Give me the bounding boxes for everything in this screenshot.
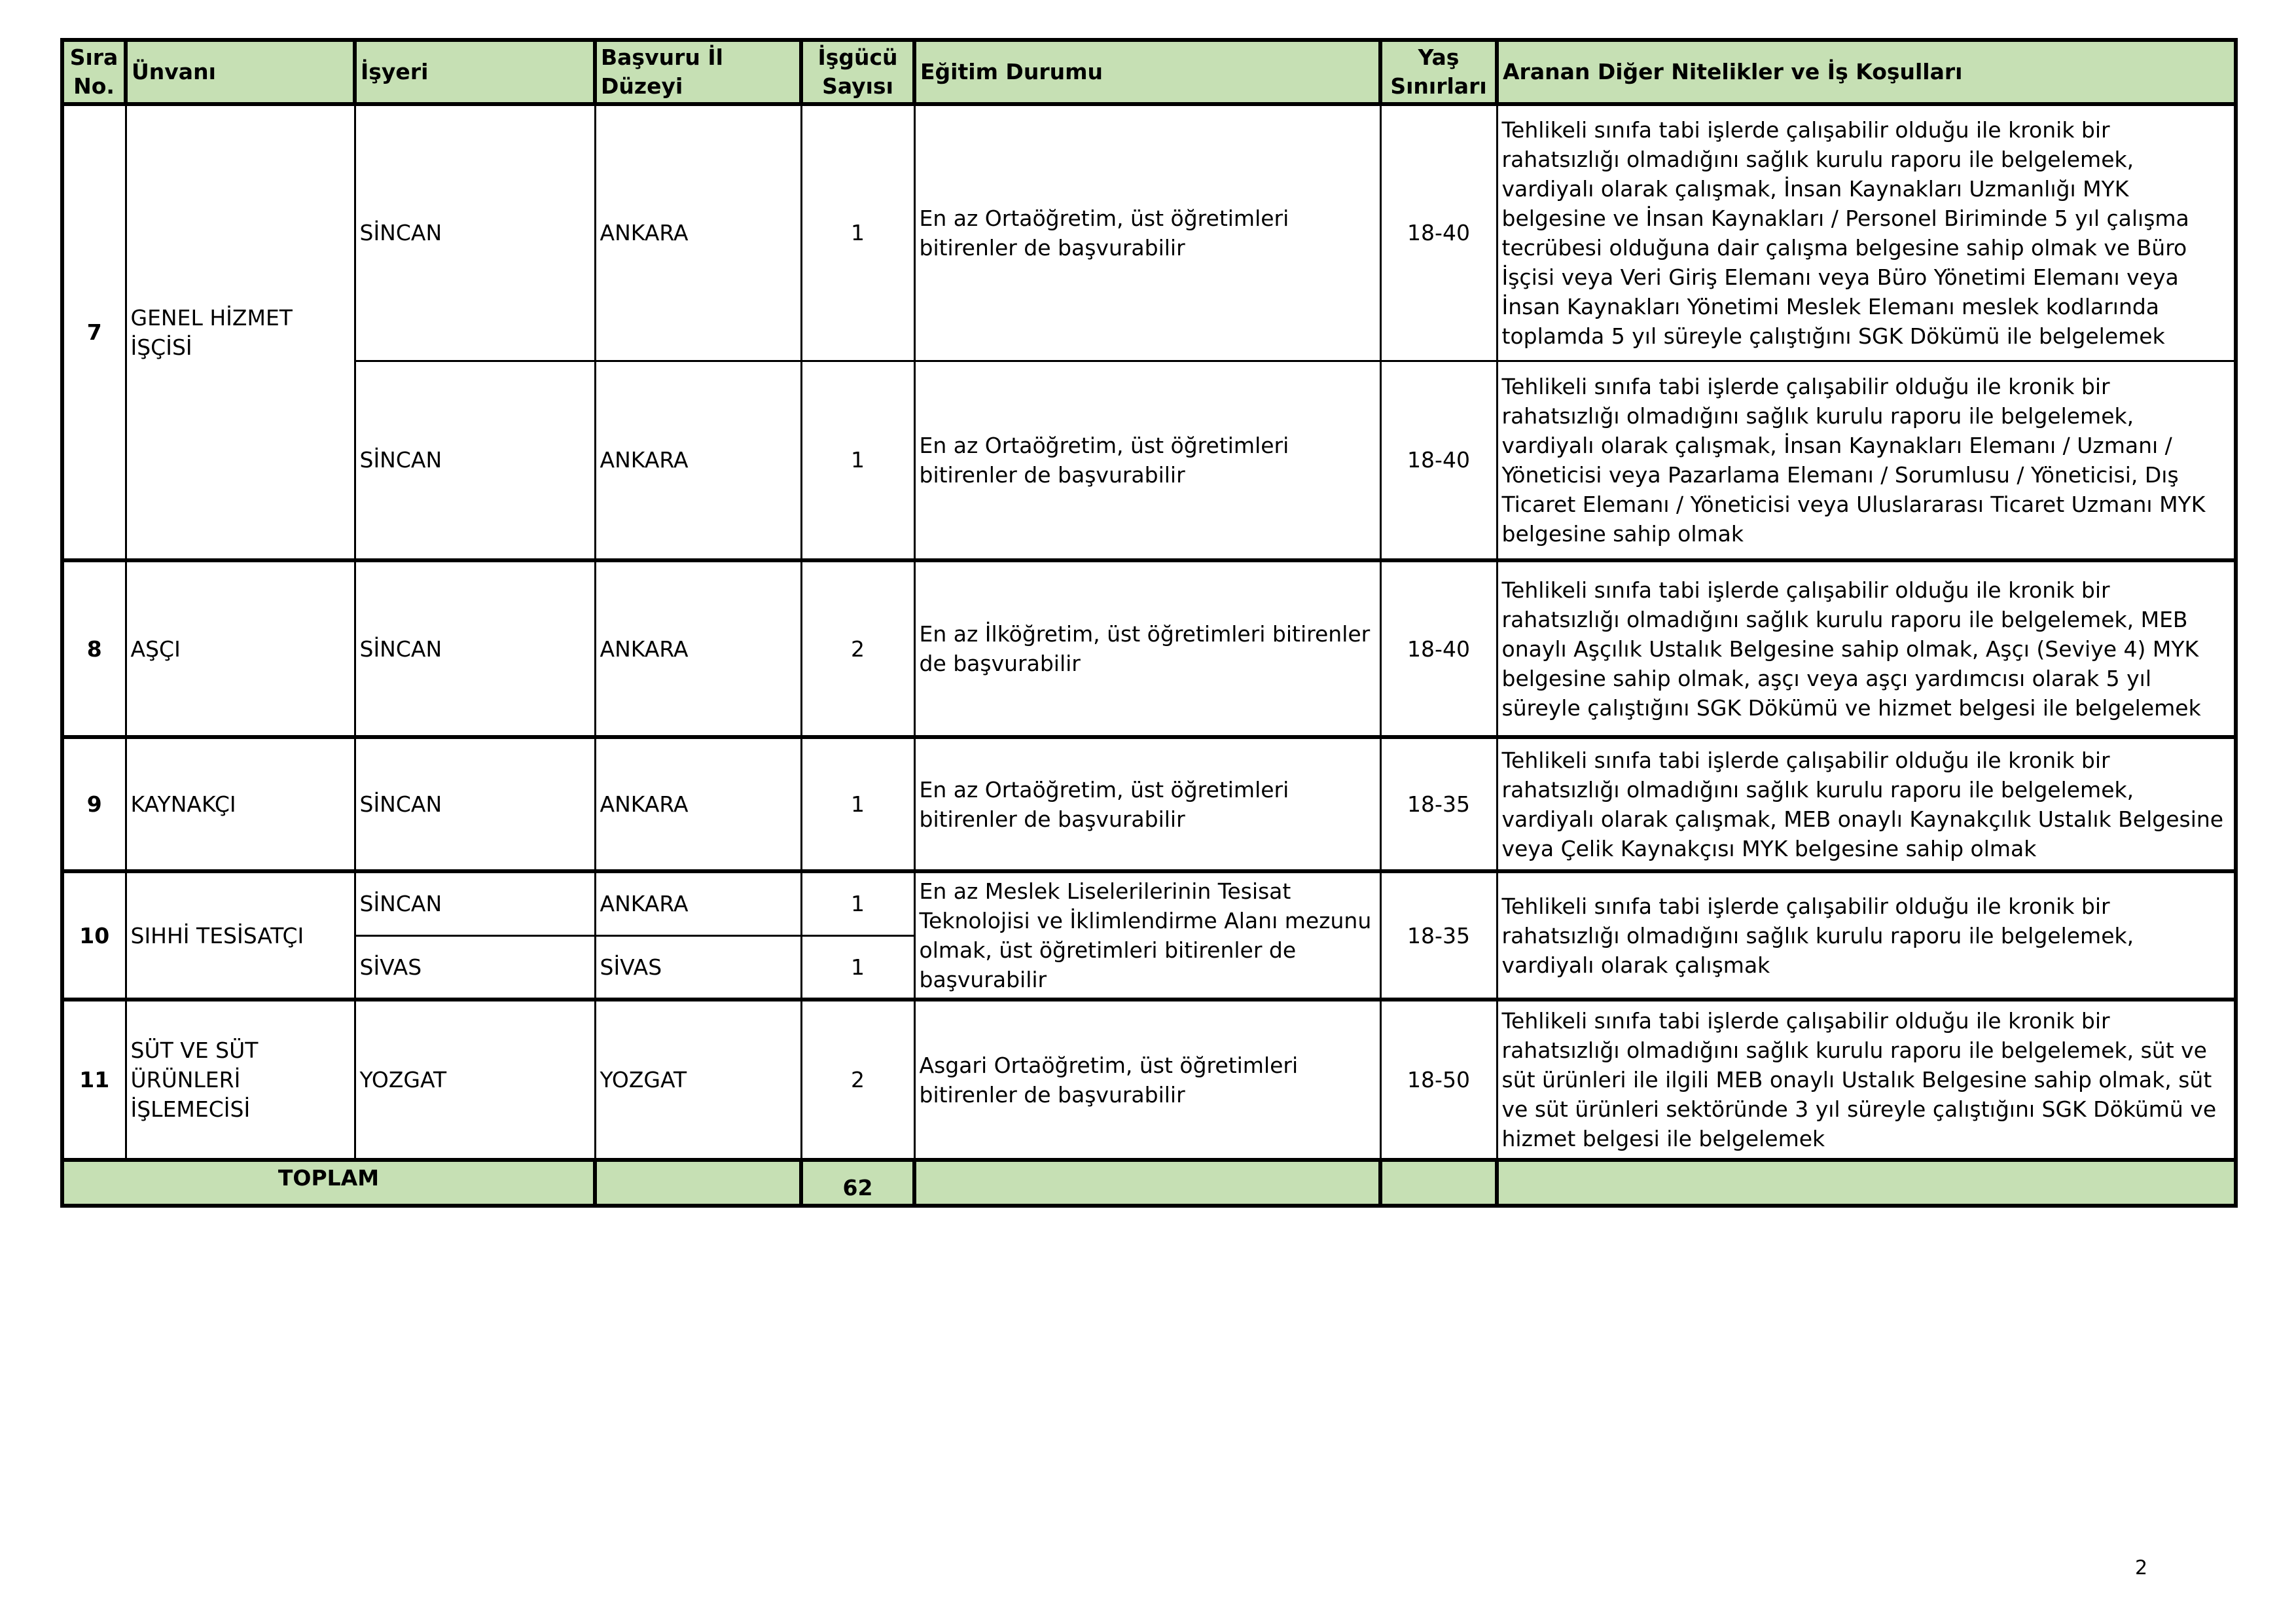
header-unvan: Ünvanı (126, 40, 355, 104)
row-number: 10 (62, 871, 126, 1000)
table-row (62, 560, 2236, 737)
row-number: 8 (62, 560, 126, 737)
workplace: SİNCAN (355, 871, 595, 935)
requirements: Tehlikeli sınıfa tabi işlerde çalışabilir olduğu ile kronik bir rahatsızlığı olmadığını sağlık kurulu raporu ile belgelemek, vardiyalı olarak çalışmak, İnsan Kaynakları Uzmanlığı MYK belgesine ve İnsan Kaynakları / Personel Biriminde 5 yıl çalışma tecrübesi olduğuna dair çalışma belgesine sahip olmak ve Büro İşçisi veya Veri Giriş Elemanı veya Büro Yönetimi Elemanı veya İnsan Kaynakları Yönetimi Meslek Elemanı meslek kodlarında toplamda 5 yıl süreyle çalıştığını SGK Dökümü ile belgelemek (1497, 104, 2236, 361)
row-number: 11 (62, 1000, 126, 1160)
total-value: 62 (801, 1160, 914, 1206)
row-number: 9 (62, 737, 126, 871)
province: SİVAS (595, 935, 801, 1000)
table-row (62, 361, 2236, 560)
table-row (62, 104, 2236, 361)
total-label: TOPLAM (62, 1160, 595, 1206)
education: En az Ortaöğretim, üst öğretimleri bitirenler de başvurabilir (914, 104, 1380, 361)
total-empty-cell (1497, 1160, 2236, 1206)
workplace: SİNCAN (355, 104, 595, 361)
header-egitim: Eğitim Durumu (914, 40, 1380, 104)
age-range: 18-35 (1380, 871, 1497, 1000)
age-range: 18-40 (1380, 560, 1497, 737)
workplace: SİNCAN (355, 361, 595, 560)
age-range: 18-50 (1380, 1000, 1497, 1160)
age-range: 18-40 (1380, 104, 1497, 361)
workplace: SİNCAN (355, 560, 595, 737)
worker-count: 1 (801, 361, 914, 560)
worker-count: 2 (801, 560, 914, 737)
job-title: AŞÇI (126, 560, 355, 737)
worker-count: 1 (801, 871, 914, 935)
job-title: KAYNAKÇI (126, 737, 355, 871)
job-title: SÜT VE SÜT ÜRÜNLERİ İŞLEMECİSİ (126, 1000, 355, 1160)
workplace: SİVAS (355, 935, 595, 1000)
province: YOZGAT (595, 1000, 801, 1160)
requirements: Tehlikeli sınıfa tabi işlerde çalışabilir olduğu ile kronik bir rahatsızlığı olmadığını sağlık kurulu raporu ile belgelemek, vardiyalı olarak çalışmak, MEB onaylı Kaynakçılık Ustalık Belgesine veya Çelik Kaynakçısı MYK belgesine sahip olmak (1497, 737, 2236, 871)
table-row (62, 871, 2236, 935)
header-sira-no: Sıra No. (62, 40, 126, 104)
province: ANKARA (595, 361, 801, 560)
education: En az Meslek Liselerilerinin Tesisat Teknolojisi ve İklimlendirme Alanı mezunu olmak, üst öğretimleri bitirenler de başvurabilir (914, 871, 1380, 1000)
row-number: 7 (62, 104, 126, 560)
table-header-row (62, 40, 2236, 104)
total-row (62, 1160, 2236, 1206)
requirements: Tehlikeli sınıfa tabi işlerde çalışabilir olduğu ile kronik bir rahatsızlığı olmadığını sağlık kurulu raporu ile belgelemek, vardiyalı olarak çalışmak (1497, 871, 2236, 1000)
worker-count: 1 (801, 935, 914, 1000)
age-range: 18-40 (1380, 361, 1497, 560)
province: ANKARA (595, 871, 801, 935)
age-range: 18-35 (1380, 737, 1497, 871)
requirements: Tehlikeli sınıfa tabi işlerde çalışabilir olduğu ile kronik bir rahatsızlığı olmadığını sağlık kurulu raporu ile belgelemek, vardiyalı olarak çalışmak, İnsan Kaynakları Elemanı / Uzmanı / Yöneticisi veya Pazarlama Elemanı / Sorumlusu / Yöneticisi, Dış Ticaret Elemanı / Yöneticisi veya Uluslararası Ticaret Uzmanı MYK belgesine sahip olmak (1497, 361, 2236, 560)
province: ANKARA (595, 104, 801, 361)
province: ANKARA (595, 560, 801, 737)
education: En az İlköğretim, üst öğretimleri bitirenler de başvurabilir (914, 560, 1380, 737)
requirements: Tehlikeli sınıfa tabi işlerde çalışabilir olduğu ile kronik bir rahatsızlığı olmadığını sağlık kurulu raporu ile belgelemek, süt ve süt ürünleri ile ilgili MEB onaylı Ustalık Belgesine sahip olmak, süt ve süt ürünleri sektöründe 3 yıl süreyle çalıştığını SGK Dökümü ve hizmet belgesi ile belgelemek (1497, 1000, 2236, 1160)
header-isgucu: İşgücü Sayısı (801, 40, 914, 104)
workplace: YOZGAT (355, 1000, 595, 1160)
province: ANKARA (595, 737, 801, 871)
total-empty-cell (1380, 1160, 1497, 1206)
page-number: 2 (2135, 1557, 2148, 1579)
requirements: Tehlikeli sınıfa tabi işlerde çalışabilir olduğu ile kronik bir rahatsızlığı olmadığını sağlık kurulu raporu ile belgelemek, MEB onaylı Aşçılık Ustalık Belgesine sahip olmak, Aşçı (Seviye 4) MYK belgesine sahip olmak, aşçı veya aşçı yardımcısı olarak 5 yıl süreyle çalıştığını SGK Dökümü ve hizmet belgesi ile belgelemek (1497, 560, 2236, 737)
total-empty-cell (914, 1160, 1380, 1206)
header-yas: Yaş Sınırları (1380, 40, 1497, 104)
header-basvuru-il: Başvuru İl Düzeyi (595, 40, 801, 104)
header-isyeri: İşyeri (355, 40, 595, 104)
education: En az Ortaöğretim, üst öğretimleri bitirenler de başvurabilir (914, 737, 1380, 871)
table-row (62, 1000, 2236, 1160)
job-title: SIHHİ TESİSATÇI (126, 871, 355, 1000)
job-title: GENEL HİZMET İŞÇİSİ (126, 104, 355, 560)
education: Asgari Ortaöğretim, üst öğretimleri bitirenler de başvurabilir (914, 1000, 1380, 1160)
worker-count: 1 (801, 737, 914, 871)
workplace: SİNCAN (355, 737, 595, 871)
education: En az Ortaöğretim, üst öğretimleri bitirenler de başvurabilir (914, 361, 1380, 560)
table-row (62, 737, 2236, 871)
total-empty-cell (595, 1160, 801, 1206)
worker-count: 2 (801, 1000, 914, 1160)
worker-count: 1 (801, 104, 914, 361)
header-nitelikler: Aranan Diğer Nitelikler ve İş Koşulları (1497, 40, 2236, 104)
job-listings-table (60, 38, 2238, 1208)
